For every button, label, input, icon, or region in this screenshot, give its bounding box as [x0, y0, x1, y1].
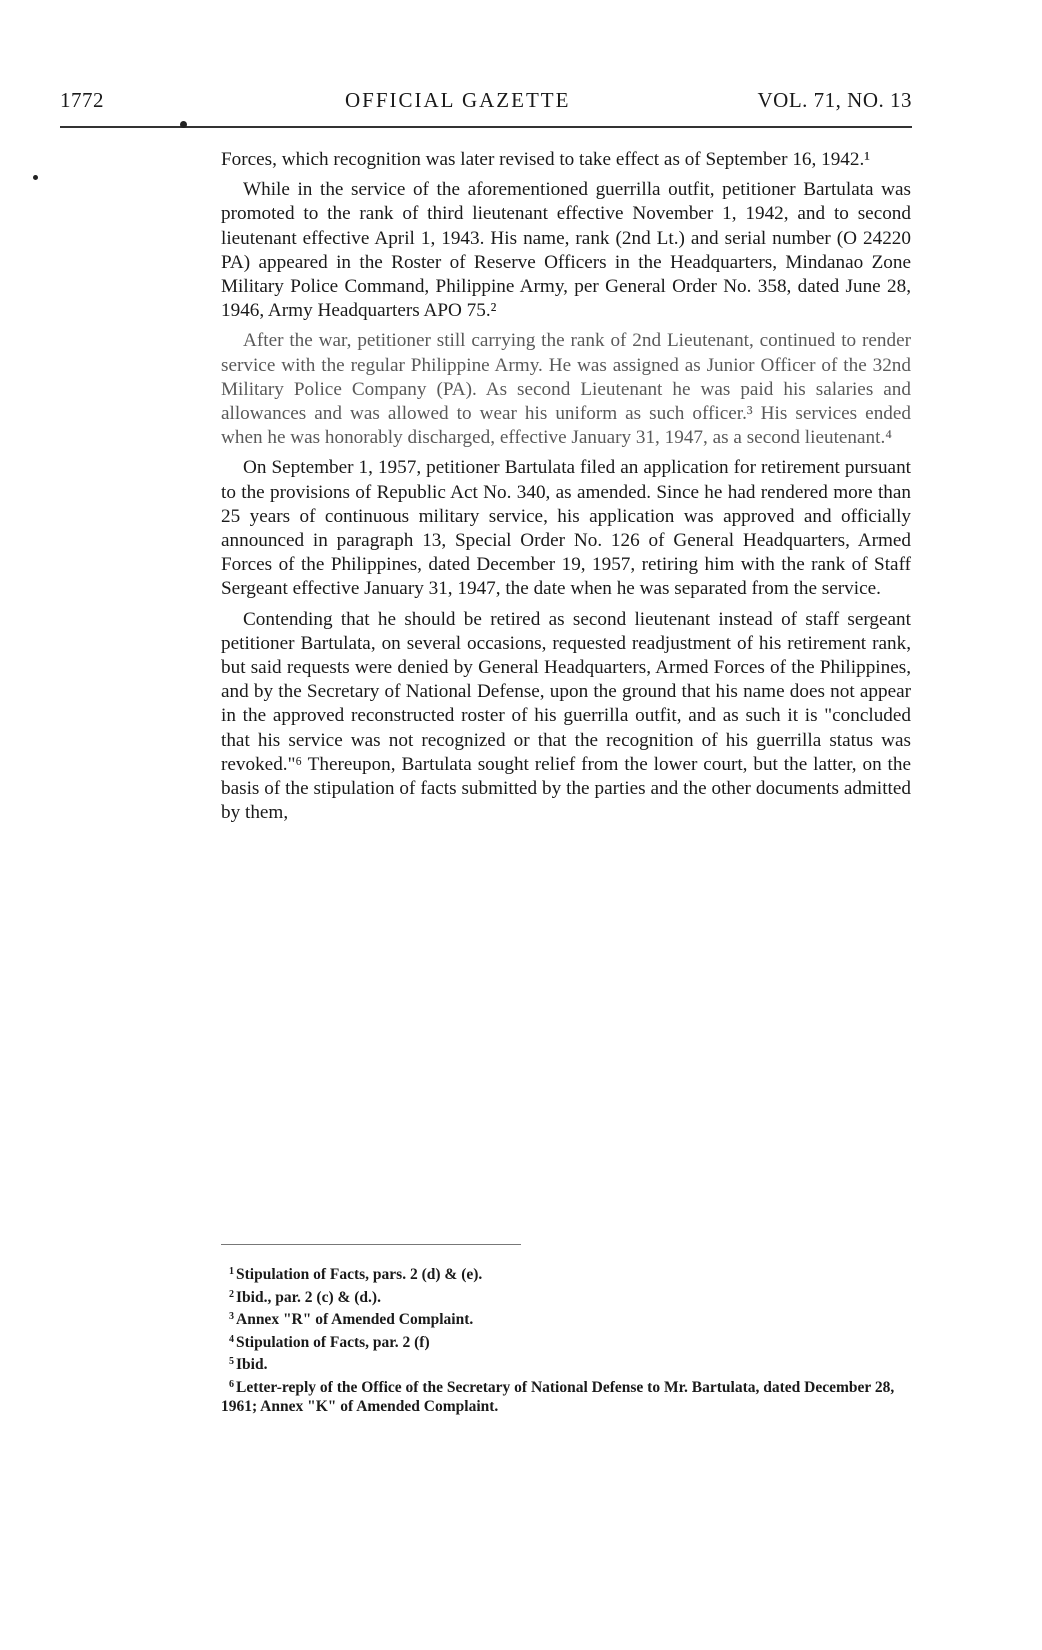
- footnote-mark: 6: [229, 1378, 234, 1390]
- footnote-mark: 1: [229, 1266, 234, 1277]
- paragraph-contention: Contending that he should be retired as second lieutenant instead of staff sergeant petitioner Bartulata, on several occasions, requested readjustment of his retirement rank, but said requests were denied by General Headquarters, Armed Forces of the Philippines, and by the Secretary of National Defense, upon the ground that his name does not appear in the approved reconstructed roster of his guerrilla outfit, and as such it is "concluded that his service was not recognized or that the recognition of his guerrilla status was revoked."⁶ Thereupon, Bartulata sought relief from the lower court, but the latter, on the basis of the stipulation of facts submitted by the parties and the other documents admitted by them,: [221, 608, 911, 824]
- header-rule: [60, 126, 912, 128]
- paragraph-postwar-service: After the war, petitioner still carrying the rank of 2nd Lieutenant, continued to render service with the regular Philippine Army. He was assigned as Junior Officer of the 32nd Military Police Company (PA). As second Lieutenant he was paid his salaries and allowances and was allowed to wear his uniform as such officer.³ His services ended when he was honorably discharged, effective January 31, 1947, as a second lieutenant.⁴: [221, 330, 911, 449]
- footnote: [221, 1307, 911, 1330]
- footnote-text: Letter-reply of the Office of the Secretary of National Defense to Mr. Bartulata, dated December 28, 1961; Annex "K" of Amended Complaint.: [221, 1378, 895, 1415]
- footnote-mark: 2: [229, 1288, 234, 1300]
- footnote-mark: 4: [229, 1333, 234, 1345]
- footnote: [221, 1375, 911, 1417]
- footnote-mark: 5: [229, 1356, 234, 1367]
- publication-title: OFFICIAL GAZETTE: [345, 88, 571, 112]
- paragraph-retirement-application: On September 1, 1957, petitioner Bartulata filed an application for retirement pursuant to the provisions of Republic Act No. 340, as amended. Since he had rendered more than 25 years of continuous military service, his application was approved and officially announced in paragraph 13, Special Order No. 126 of General Headquarters, Armed Forces of the Philippines, dated December 19, 1957, retiring him with the rank of Staff Sergeant effective January 31, 1947, the date when he was separated from the service.: [221, 457, 911, 600]
- footnote: [221, 1285, 911, 1308]
- footnote-text: Annex "R" of Amended Complaint.: [236, 1311, 474, 1328]
- footnote-rule: [221, 1244, 521, 1245]
- volume-number: VOL. 71, NO. 13: [757, 88, 912, 112]
- page-header: [60, 88, 912, 118]
- footnote-text: Stipulation of Facts, pars. 2 (d) & (e).: [236, 1266, 483, 1283]
- footnote-text: Ibid.: [236, 1356, 268, 1373]
- footnote: [221, 1330, 911, 1353]
- footnote: [221, 1262, 911, 1285]
- footnote-mark: 3: [229, 1311, 234, 1322]
- footnote-text: Stipulation of Facts, par. 2 (f): [236, 1333, 430, 1351]
- footnotes: [221, 1262, 911, 1417]
- page-number: 1772: [60, 88, 104, 112]
- paragraph-continuation: Forces, which recognition was later revised to take effect as of September 16, 1942.¹: [221, 149, 871, 170]
- footnote: [221, 1352, 911, 1375]
- rule-dot: [180, 121, 187, 128]
- margin-dot: [33, 175, 38, 180]
- paragraph-promotion: While in the service of the aforementioned guerrilla outfit, petitioner Bartulata was promoted to the rank of third lieutenant effective November 1, 1942, and to second lieutenant effective April 1, 1943. His name, rank (2nd Lt.) and serial number (O 24220 PA) appeared in the Roster of Reserve Officers in the Headquarters, Mindanao Zone Military Police Command, Philippine Army, per General Order No. 358, dated June 28, 1946, Army Headquarters APO 75.²: [221, 179, 911, 322]
- footnote-text: Ibid., par. 2 (c) & (d.).: [236, 1288, 381, 1306]
- body-text: [221, 148, 911, 831]
